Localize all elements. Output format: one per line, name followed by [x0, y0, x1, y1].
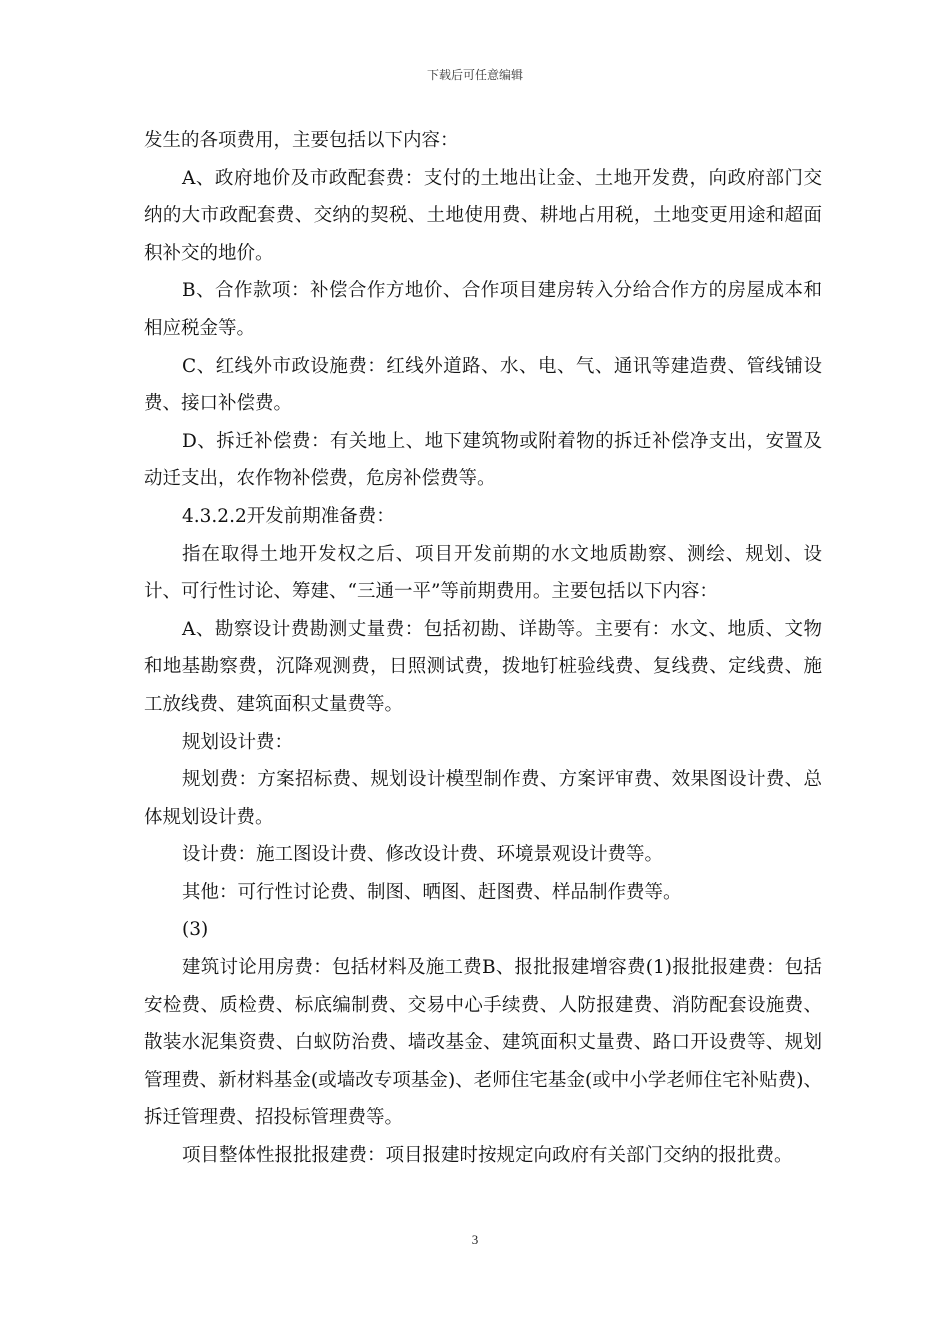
paragraph: D、拆迁补偿费：有关地上、地下建筑物或附着物的拆迁补偿净支出，安置及动迁支出，农作物补偿费，危房补偿费等。	[144, 430, 822, 490]
paragraph: 规划设计费：	[182, 731, 294, 753]
paragraph: A、勘察设计费勘测丈量费：包括初勘、详勘等。主要有：水文、地质、文物和地基勘察费，沉降观测费，日照测试费，拨地钉桩验线费、复线费、定线费、施工放线费、建筑面积丈量费等。	[144, 618, 822, 715]
paragraph: 发生的各项费用，主要包括以下内容：	[144, 130, 459, 151]
paragraph: 规划费：方案招标费、规划设计模型制作费、方案评审费、效果图设计费、总体规划设计费。	[144, 769, 822, 828]
page-header: 下载后可任意编辑	[426, 68, 523, 82]
paragraph: B、合作款项：补偿合作方地价、合作项目建房转入分给合作方的房屋成本和相应税金等。	[144, 280, 822, 339]
paragraph: 其他：可行性讨论费、制图、晒图、赶图费、样品制作费等。	[182, 881, 682, 903]
section-heading: 4.3.2.2开发前期准备费：	[182, 505, 395, 527]
document-body	[144, 122, 822, 1175]
page-number: 3	[471, 1232, 479, 1247]
paragraph: C、红线外市政设施费：红线外道路、水、电、气、通讯等建造费、管线铺设费、接口补偿费。	[144, 355, 822, 415]
paragraph: 设计费：施工图设计费、修改设计费、环境景观设计费等。	[182, 844, 664, 866]
paragraph: (3)	[182, 919, 209, 941]
paragraph: 建筑讨论用房费：包括材料及施工费B、报批报建增容费(1)报批报建费：包括安检费、质检费、标底编制费、交易中心手续费、人防报建费、消防配套设施费、散装水泥集资费、白蚁防治费、墙改基金、建筑面积丈量费、路口开设费等、规划管理费、新材料基金(或墙改专项基金)、老师住宅基金(或中小学老师住宅补贴费)、拆迁管理费、招投标管理费等。	[144, 957, 822, 1129]
paragraph: 指在取得土地开发权之后、项目开发前期的水文地质勘察、测绘、规划、设计、可行性讨论、筹建、“三通一平”等前期费用。主要包括以下内容：	[144, 543, 822, 603]
paragraph: 项目整体性报批报建费：项目报建时按规定向政府有关部门交纳的报批费。	[182, 1145, 793, 1167]
paragraph: A、政府地价及市政配套费：支付的土地出让金、土地开发费，向政府部门交纳的大市政配套费、交纳的契税、土地使用费、耕地占用税，土地变更用途和超面积补交的地价。	[144, 167, 822, 264]
